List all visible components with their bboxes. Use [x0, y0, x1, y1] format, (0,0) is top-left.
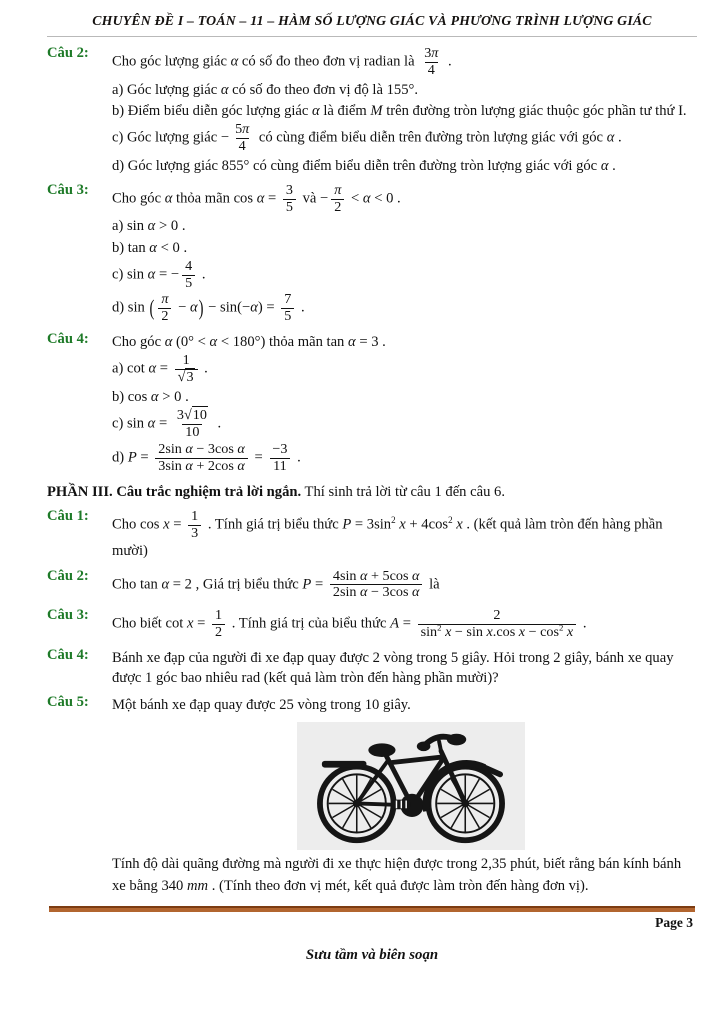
text-run: 2: [493, 607, 501, 624]
math-variable: π: [431, 45, 439, 61]
option-b: [112, 101, 697, 121]
text-run: .: [297, 300, 305, 317]
question-cau3: [47, 182, 697, 326]
text-run: có cùng điểm biểu diễn trên đường tròn lượng giác với góc: [255, 129, 607, 146]
text-run: Cho biết cot: [112, 615, 187, 632]
text-run: =: [250, 449, 267, 466]
text-run: − 3cos: [367, 584, 413, 601]
text-run: 2: [215, 624, 223, 641]
math-variable: P: [342, 516, 352, 533]
credit-line: Sưu tầm và biên soạn: [305, 946, 439, 963]
math-variable: α: [348, 334, 356, 351]
text-run: Một bánh xe đạp quay được 25 vòng trong 10 giây.: [112, 697, 411, 714]
text-run: có số đo theo đơn vị radian là: [238, 53, 419, 70]
text-run: 5: [235, 120, 243, 137]
math-variable: α: [147, 266, 156, 283]
question-label: Câu 4:: [47, 646, 89, 663]
saddle: [368, 744, 395, 758]
text-run: =: [399, 615, 415, 632]
text-run: .: [198, 266, 206, 283]
fraction: [175, 353, 198, 386]
text-run: 3: [285, 181, 293, 198]
text-run: .: [200, 360, 208, 377]
fraction: [330, 569, 423, 602]
text-run: 4: [185, 257, 193, 274]
sqrt: [178, 368, 195, 385]
math-variable: M: [370, 102, 383, 119]
text-run: 3: [176, 407, 184, 423]
text-run: Cho cos: [112, 516, 164, 533]
text-run: (0° <: [172, 334, 210, 351]
question-p3-cau1: [47, 508, 697, 563]
option-d: [112, 442, 697, 475]
numerator: [232, 122, 252, 138]
text-run: là điểm: [319, 102, 371, 119]
question-body: [112, 607, 697, 642]
numerator: [158, 292, 171, 308]
text-run: . (kết quả làm tròn đến hàng phần mười): [112, 516, 663, 560]
math-variable: α: [164, 190, 173, 207]
math-variable: α: [148, 360, 157, 377]
question-label: Câu 4:: [47, 331, 89, 348]
text-run: có số đo theo đơn vị độ là 155°.: [228, 81, 418, 98]
denominator: [331, 199, 344, 216]
math-variable: α: [237, 440, 245, 457]
crank-and-pedals: [393, 794, 424, 817]
math-variable: x: [566, 624, 574, 641]
page-title: CHUYÊN ĐỀ I – TOÁN – 11 – HÀM SỐ LƯỢNG GIÁC VÀ PHƯƠNG TRÌNH LƯỢNG GIÁC: [92, 13, 652, 28]
text-run: . Tính giá trị của biểu thức: [228, 615, 391, 632]
text-run: .: [579, 615, 587, 632]
text-run: =: [156, 360, 172, 377]
superscript: 2: [448, 514, 453, 525]
text-run: =: [136, 449, 153, 466]
fraction: [158, 292, 171, 325]
math-variable: α: [250, 300, 258, 317]
text-run: b) tan: [112, 239, 150, 256]
math-variable: mm: [186, 877, 209, 894]
text-run: < 0 .: [156, 239, 188, 256]
question-text: [112, 509, 697, 562]
text-run: = −: [155, 266, 180, 283]
math-variable: P: [127, 449, 137, 466]
denominator: [212, 624, 225, 641]
fraction: [174, 408, 211, 441]
option-a: [112, 353, 697, 386]
math-variable: α: [230, 53, 239, 70]
text-run: trên đường tròn lượng giác thuộc góc phần tư thứ I.: [382, 102, 687, 119]
denominator: [155, 458, 248, 475]
text-run: 4: [427, 61, 435, 78]
section-heading-bold: PHẦN III. Câu trắc nghiệm trả lời ngắn.: [47, 484, 302, 501]
fraction: [331, 183, 344, 216]
question-body: [112, 568, 697, 603]
math-variable: α: [209, 334, 218, 351]
text-run: 2: [161, 308, 169, 325]
text-run: 3sin: [158, 457, 186, 474]
text-run: > 0 .: [155, 218, 186, 235]
text-run: Tính độ dài quãng đường mà người đi xe thực hiện được trong 2,35 phút, biết rằng bán kính bánh xe bằng 340: [112, 856, 682, 894]
denominator: [236, 138, 249, 155]
text-run: <: [347, 190, 363, 207]
text-run: 1: [215, 607, 223, 624]
text-run: 2sin: [332, 584, 361, 601]
text-run: là: [425, 576, 440, 593]
question-p3-cau4: [47, 647, 697, 689]
text-run: 4: [238, 137, 246, 154]
text-run: b) cos: [112, 388, 151, 405]
math-variable: α: [256, 190, 265, 207]
text-run: − cos: [525, 624, 559, 641]
question-label: Câu 3:: [47, 181, 89, 198]
question-body: [112, 647, 697, 689]
header-divider: [47, 36, 697, 37]
numerator: [331, 183, 344, 199]
denominator: [283, 199, 296, 216]
numerator: [174, 408, 211, 424]
text-run: thỏa mãn cos: [172, 190, 257, 207]
numerator: [269, 442, 290, 458]
math-variable: α: [360, 567, 368, 584]
superscript: 2: [558, 622, 564, 633]
math-variable: α: [412, 584, 420, 601]
denominator: [281, 308, 294, 325]
question-p3-cau2: [47, 568, 697, 603]
denominator: [175, 369, 198, 386]
option-c: [112, 408, 697, 441]
radicand: 3: [186, 369, 194, 386]
text-run: Cho tan: [112, 576, 162, 593]
question-intro: [112, 332, 697, 352]
short-answer-section: [47, 508, 697, 897]
math-variable: α: [185, 457, 193, 474]
fraction: [188, 509, 201, 542]
option-c: [112, 259, 697, 292]
text-run: + 4cos: [405, 516, 449, 533]
text-run: −: [174, 300, 190, 317]
math-variable: α: [606, 129, 615, 146]
question-cau2: [47, 45, 697, 177]
footer-divider: [49, 906, 695, 912]
math-variable: P: [302, 576, 312, 593]
question-label: Câu 1:: [47, 507, 89, 524]
math-variable: A: [390, 615, 400, 632]
math-variable: π: [334, 181, 342, 198]
text-run: + 2cos: [192, 457, 238, 474]
option-d: [112, 292, 697, 325]
text-run: 1: [191, 507, 199, 524]
numerator: [182, 259, 195, 275]
closing-paragraph: [112, 854, 697, 896]
text-run: Cho góc: [112, 334, 165, 351]
text-run: .: [293, 449, 301, 466]
text-run: =: [264, 190, 280, 207]
math-variable: α: [360, 584, 368, 601]
math-variable: x: [399, 516, 406, 533]
section-heading-note: Thí sinh trả lời từ câu 1 đến câu 6.: [301, 484, 505, 501]
text-run: 5: [285, 198, 293, 215]
text-run: 3: [191, 524, 199, 541]
text-run: c) sin: [112, 266, 148, 283]
text-run: 2: [334, 198, 342, 215]
question-body: [112, 694, 697, 716]
denominator: [330, 584, 423, 601]
question-body: [112, 331, 697, 475]
superscript: 2: [437, 622, 442, 633]
radical-sign: √: [183, 407, 192, 423]
big-paren: (: [149, 296, 155, 322]
text-run: c) sin: [112, 415, 148, 432]
math-variable: α: [161, 576, 170, 593]
text-run: .: [213, 415, 222, 432]
question-label: Câu 2:: [47, 45, 89, 61]
text-run: = 2 , Giá trị biểu thức: [169, 576, 303, 593]
math-variable: α: [147, 218, 156, 235]
text-run: ) =: [257, 300, 279, 317]
math-variable: x: [445, 624, 452, 641]
question-body: [112, 45, 697, 177]
text-run: 1: [182, 352, 190, 369]
question-body: [112, 182, 697, 326]
math-variable: α: [237, 457, 245, 474]
text-run: .: [608, 157, 616, 174]
question-intro: [112, 46, 697, 79]
text-run: a) cot: [112, 360, 149, 377]
numerator: [155, 442, 248, 458]
text-run: =: [155, 415, 171, 432]
denominator: [425, 62, 438, 79]
text-run: =: [169, 516, 186, 533]
math-variable: α: [600, 157, 609, 174]
text-run: .: [444, 53, 452, 70]
option-a: [112, 216, 697, 236]
numerator: [281, 292, 294, 308]
text-run: Cho góc: [112, 190, 165, 207]
question-p3-cau3: [47, 607, 697, 642]
fraction: [232, 122, 252, 155]
text-run: 3: [424, 45, 432, 61]
fraction: [421, 46, 441, 79]
math-variable: α: [164, 334, 173, 351]
math-variable: α: [220, 81, 229, 98]
text-run: 2sin: [158, 440, 186, 457]
option-b: [112, 387, 697, 407]
text-run: Bánh xe đạp của người đi xe đạp quay được 2 vòng trong 5 giây. Hỏi trong 2 giây, bánh xe quay được 1 góc bao nhiêu rad (kết quả làm tròn đến hàng phần mười)?: [112, 649, 674, 687]
text-run: + 5cos: [367, 567, 413, 584]
page-number: Page 3: [655, 914, 693, 930]
question-text: [112, 695, 697, 715]
question-body: [112, 508, 697, 563]
math-variable: π: [242, 120, 250, 137]
math-variable: α: [189, 300, 198, 317]
text-run: a) Góc lượng giác: [112, 81, 221, 98]
option-d: [112, 156, 697, 176]
text-run: 4sin: [332, 567, 361, 584]
text-run: 7: [284, 291, 292, 308]
text-run: =: [311, 576, 327, 593]
text-run: =: [193, 615, 210, 632]
text-run: . Tính giá trị biểu thức: [204, 516, 343, 533]
denominator: [188, 525, 201, 542]
text-run: 5: [185, 274, 193, 291]
numerator: [180, 353, 193, 369]
math-variable: α: [185, 440, 193, 457]
sqrt: [184, 406, 208, 423]
math-variable: α: [149, 239, 157, 256]
question-label: Câu 5:: [47, 694, 89, 711]
numerator: [283, 183, 296, 199]
fraction: [418, 608, 577, 641]
question-label: Câu 3:: [47, 607, 89, 624]
math-variable: α: [150, 388, 159, 405]
question-p3-cau5: [47, 694, 697, 716]
math-variable: x: [518, 624, 526, 641]
text-run: và −: [298, 190, 329, 207]
text-run: − sin(−: [204, 300, 251, 317]
bicycle-image: [299, 724, 523, 848]
bicycle-figure: [297, 722, 525, 850]
question-text: [112, 648, 697, 688]
text-run: d): [112, 449, 128, 466]
rear-rack: [322, 761, 367, 768]
text-run: 5: [284, 308, 292, 325]
text-run: < 180°) thỏa mãn tan: [217, 334, 349, 351]
question-label: Câu 2:: [47, 567, 89, 584]
numerator: [490, 608, 503, 624]
fraction: [281, 292, 294, 325]
math-variable: x: [163, 516, 170, 533]
text-run: −3: [272, 440, 288, 457]
question-intro: [112, 183, 697, 216]
text-run: c) Góc lượng giác −: [112, 129, 230, 146]
text-run: > 0 .: [158, 388, 189, 405]
text-run: .cos: [492, 624, 519, 641]
text-run: d) sin: [112, 300, 149, 317]
question-text: [112, 569, 697, 602]
denominator: [418, 624, 577, 641]
radical-sign: √: [177, 369, 186, 386]
question-cau4: [47, 331, 697, 475]
text-run: = 3 .: [355, 334, 386, 351]
math-variable: x: [187, 615, 194, 632]
radicand: 10: [192, 407, 207, 423]
option-a: [112, 80, 697, 100]
superscript: 2: [391, 514, 396, 525]
text-run: b) Điểm biểu diễn góc lượng giác: [112, 102, 313, 119]
denominator: [158, 308, 171, 325]
denominator: [182, 424, 202, 441]
fraction: [269, 442, 290, 475]
big-paren: ): [198, 296, 204, 322]
math-variable: α: [147, 415, 156, 432]
denominator: [182, 275, 195, 292]
math-variable: α: [412, 567, 420, 584]
fraction: [283, 183, 296, 216]
text-run: a) sin: [112, 218, 148, 235]
math-variable: x: [486, 624, 493, 641]
option-b: [112, 238, 697, 258]
fraction: [155, 442, 248, 475]
text-run: − 3cos: [192, 440, 238, 457]
section-heading: [47, 482, 697, 502]
text-run: 10: [185, 423, 200, 440]
text-run: sin: [420, 624, 438, 641]
text-run: − sin: [451, 624, 487, 641]
math-variable: α: [312, 102, 320, 119]
fraction: [182, 259, 195, 292]
text-run: Cho góc lượng giác: [112, 53, 231, 70]
text-run: .: [614, 129, 622, 146]
numerator: [330, 569, 423, 585]
numerator: [212, 608, 225, 624]
text-run: d) Góc lượng giác 855° có cùng điểm biểu diễn trên đường tròn lượng giác với góc: [112, 157, 601, 174]
numerator: [188, 509, 201, 525]
true-false-section: [47, 45, 697, 475]
math-variable: π: [161, 291, 169, 308]
numerator: [421, 46, 441, 62]
math-variable: α: [362, 190, 371, 207]
question-text: [112, 608, 697, 641]
fraction: [212, 608, 225, 641]
option-c: [112, 122, 697, 155]
math-variable: x: [456, 516, 463, 533]
text-run: < 0 .: [370, 190, 401, 207]
text-run: = 3sin: [351, 516, 392, 533]
text-run: 11: [273, 457, 287, 474]
text-run: . (Tính theo đơn vị mét, kết quả được làm tròn đến hàng đơn vị).: [208, 877, 589, 894]
denominator: [270, 458, 290, 475]
